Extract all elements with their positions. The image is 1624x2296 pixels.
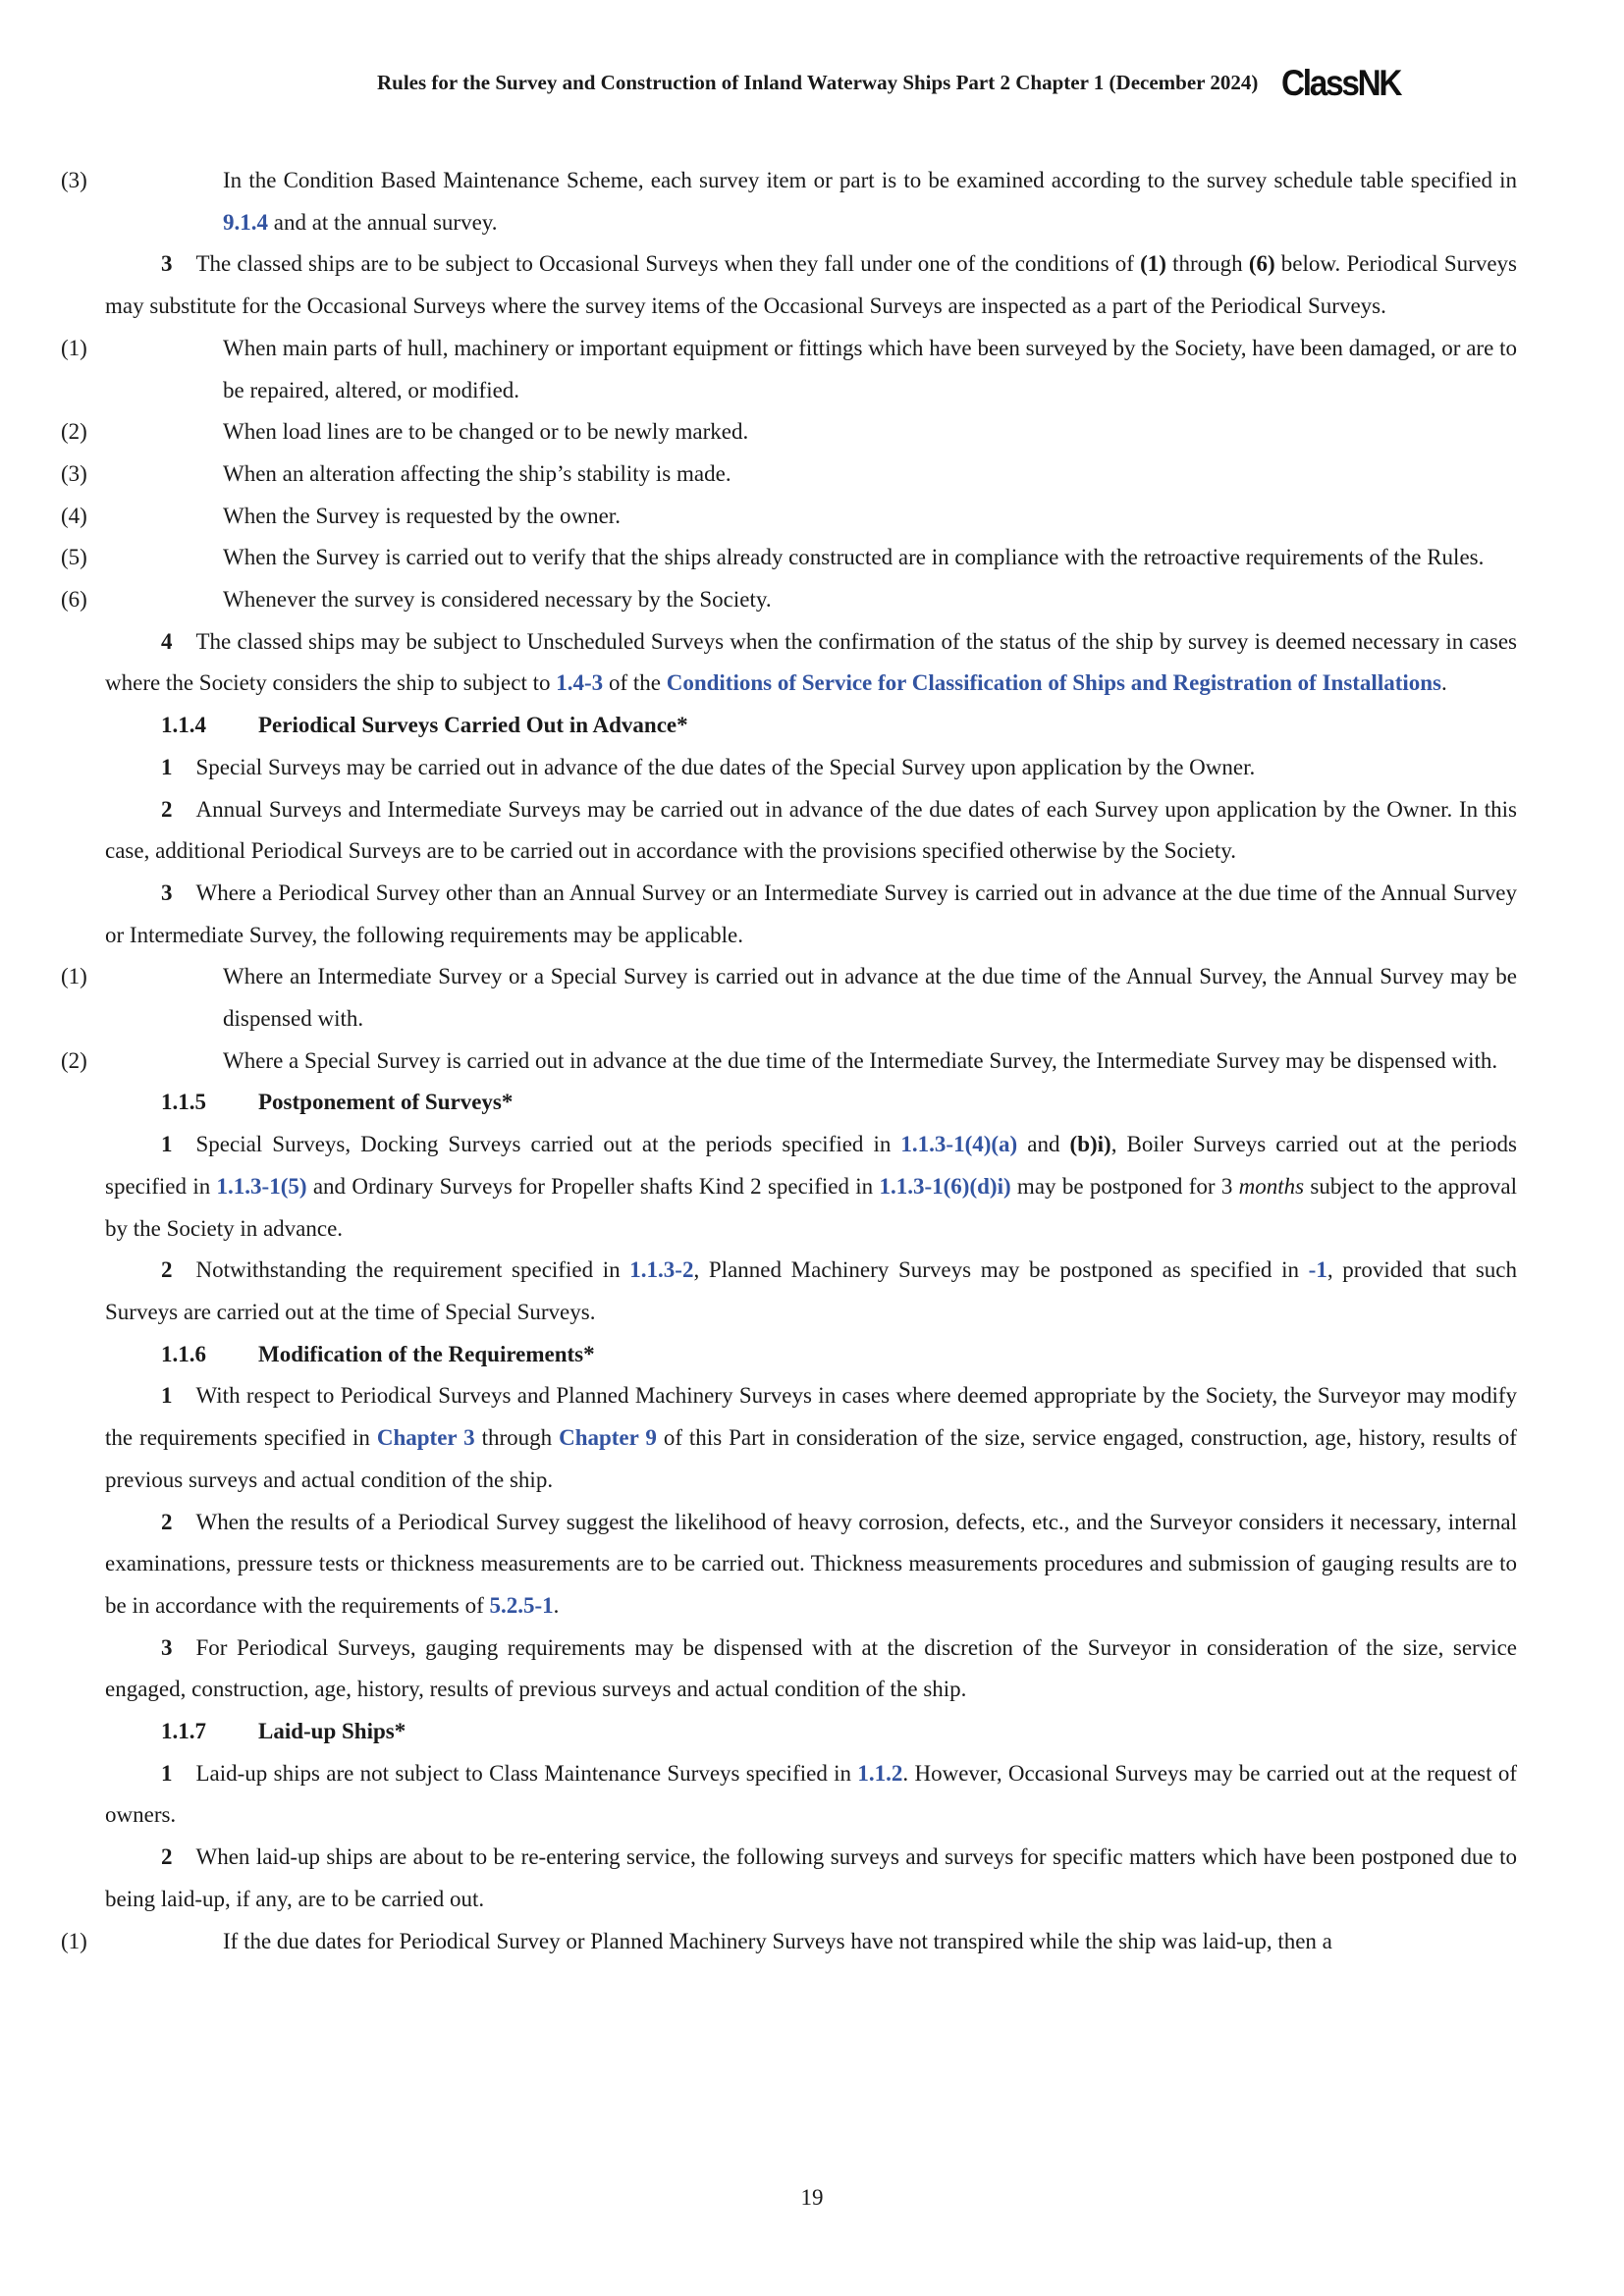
section-heading: [105, 705, 1517, 747]
list-item: (6) Whenever the survey is considered necessary by the Society.: [105, 579, 1517, 621]
paragraph-number: 4: [161, 628, 173, 654]
heading-number: 1.1.5: [161, 1090, 206, 1115]
list-item: (3) When an alteration affecting the ship’s stability is made.: [105, 454, 1517, 496]
list-item: (2) Where a Special Survey is carried out in advance at the due time of the Intermediate Survey, the Intermediate Survey may be dispensed with.: [105, 1041, 1517, 1083]
page-header: [0, 65, 1624, 101]
paragraph: 3 The classed ships are to be subject to Occasional Surveys when they fall under one of the conditions of (1) through (6) below. Periodical Surveys may substitute for the Occasional Surveys where the survey items of the Occasional Surveys are inspected as a part of the Periodical Surveys.: [105, 251, 1517, 319]
document-body: [61, 160, 1518, 1962]
classnk-logo: ClassNK: [1281, 63, 1401, 103]
paragraph-number: 1: [161, 1760, 173, 1786]
bold-text: (6): [1248, 251, 1275, 277]
paragraph: 3 Where a Periodical Survey other than an Annual Survey or an Intermediate Survey is carried out in advance at the due time of the Annual Survey or Intermediate Survey, the following requirements may be applicable.: [105, 880, 1517, 947]
paragraph-number: 1: [161, 1383, 173, 1409]
cross-reference-link[interactable]: 9.1.4: [223, 209, 268, 235]
cross-reference-link[interactable]: 1.1.3-2: [629, 1257, 694, 1283]
heading-title: Laid-up Ships*: [258, 1719, 406, 1744]
paragraph-number: 2: [161, 1844, 173, 1870]
list-item: (4) When the Survey is requested by the owner.: [105, 496, 1517, 538]
cross-reference-link[interactable]: Chapter 3: [376, 1425, 475, 1451]
page-footer: [0, 2185, 1624, 2211]
paragraph-number: 2: [161, 796, 173, 822]
paragraph: 1 Laid-up ships are not subject to Class Maintenance Surveys specified in 1.1.2. However, Occasional Surveys may be carried out at the request of owners.: [105, 1760, 1518, 1828]
list-item: (5) When the Survey is carried out to verify that the ships already constructed are in compliance with the retroactive requirements of the Rules.: [105, 537, 1517, 579]
cross-reference-link[interactable]: Conditions of Service for Classification of Ships and Registration of Installations: [666, 670, 1442, 696]
italic-text: months: [1238, 1173, 1305, 1199]
paragraph: 4 The classed ships may be subject to Unscheduled Surveys when the confirmation of the status of the ship by survey is deemed necessary in cases where the Society considers the ship to subject to 1.4-3 of the Conditions of Service for Classification of Ships and Registration of Installations.: [105, 628, 1517, 696]
bold-text: (1): [1140, 251, 1166, 277]
list-item: (1) When main parts of hull, machinery or important equipment or fittings which have been surveyed by the Society, have been damaged, or are to be repaired, altered, or modified.: [105, 328, 1517, 411]
paragraph: 2 Annual Surveys and Intermediate Surveys may be carried out in advance of the due dates of each Survey upon application by the Owner. In this case, additional Periodical Surveys are to be carried out in accordance with the provisions specified otherwise by the Society.: [105, 796, 1517, 864]
cross-reference-link[interactable]: 1.1.3-1(5): [216, 1173, 307, 1199]
section-heading: [105, 1334, 1517, 1376]
heading-title: Periodical Surveys Carried Out in Advance*: [258, 713, 688, 738]
paragraph: 2 Notwithstanding the requirement specified in 1.1.3-2, Planned Machinery Surveys may be postponed as specified in -1, provided that such Surveys are carried out at the time of Special Surveys.: [105, 1257, 1518, 1324]
paragraph: 3 For Periodical Surveys, gauging requirements may be dispensed with at the discretion of the Surveyor in consideration of the size, service engaged, construction, age, history, results of previous surveys and actual condition of the ship.: [105, 1634, 1517, 1702]
page-number: 19: [800, 2185, 824, 2210]
list-marker: (1): [61, 964, 87, 989]
list-marker: (4): [61, 503, 87, 528]
heading-number: 1.1.7: [161, 1719, 206, 1744]
list-marker: (1): [61, 1928, 87, 1953]
cross-reference-link[interactable]: Chapter 9: [559, 1425, 657, 1451]
list-item: (1) If the due dates for Periodical Survey or Planned Machinery Surveys have not transpired while the ship was laid-up, then a: [105, 1921, 1517, 1963]
paragraph-number: 3: [161, 1634, 173, 1660]
header-title: Rules for the Survey and Construction of Inland Waterway Ships Part 2 Chapter 1 (December 2024): [376, 71, 1259, 94]
paragraph: 2 When laid-up ships are about to be re-entering service, the following surveys and surveys for specific matters which have been postponed due to being laid-up, if any, are to be carried out.: [105, 1844, 1517, 1911]
paragraph-number: 3: [161, 251, 173, 277]
heading-title: Postponement of Surveys*: [258, 1090, 514, 1115]
cross-reference-link[interactable]: 1.1.2: [857, 1760, 903, 1786]
list-item: (3) In the Condition Based Maintenance Scheme, each survey item or part is to be examined according to the survey schedule table specified in 9.1.4 and at the annual survey.: [105, 160, 1517, 243]
list-marker: (6): [61, 587, 87, 613]
paragraph-number: 2: [161, 1509, 173, 1534]
list-marker: (3): [61, 168, 87, 192]
cross-reference-link[interactable]: 1.1.3-1(4)(a): [900, 1132, 1018, 1157]
cross-reference-link[interactable]: 5.2.5-1: [489, 1592, 554, 1618]
paragraph: 1 Special Surveys may be carried out in advance of the due dates of the Special Survey upon application by the Owner.: [161, 754, 1256, 779]
heading-number: 1.1.4: [161, 713, 206, 738]
paragraph-number: 1: [161, 754, 173, 779]
paragraph: 2 When the results of a Periodical Survey suggest the likelihood of heavy corrosion, defects, etc., and the Surveyor considers it necessary, internal examinations, pressure tests or thickness measurements are to be carried out. Thickness measurements procedures and submission of gauging results are to be in accordance with the requirements of 5.2.5-1.: [105, 1509, 1517, 1618]
paragraph: 1 With respect to Periodical Surveys and Planned Machinery Surveys in cases where deemed appropriate by the Society, the Surveyor may modify the requirements specified in Chapter 3 through Chapter 9 of this Part in consideration of the size, service engaged, construction, age, history, results of previous surveys and actual condition of the ship.: [105, 1383, 1517, 1492]
section-heading: [105, 1082, 1517, 1124]
list-item: (2) When load lines are to be changed or to be newly marked.: [105, 411, 1517, 454]
list-marker: (5): [61, 545, 87, 570]
list-item: (1) Where an Intermediate Survey or a Special Survey is carried out in advance at the due time of the Annual Survey, the Annual Survey may be dispensed with.: [105, 956, 1517, 1040]
paragraph-number: 1: [161, 1132, 173, 1157]
list-marker: (2): [61, 419, 87, 445]
paragraph-number: 2: [161, 1257, 173, 1283]
list-marker: (3): [61, 460, 87, 486]
cross-reference-link[interactable]: -1: [1308, 1257, 1327, 1283]
paragraph-number: 3: [161, 880, 173, 905]
cross-reference-link[interactable]: 1.4-3: [556, 670, 604, 696]
section-heading: [105, 1711, 1517, 1753]
paragraph: 1 Special Surveys, Docking Surveys carried out at the periods specified in 1.1.3-1(4)(a) and (b)i), Boiler Surveys carried out at the periods specified in 1.1.3-1(5) and Ordinary Surveys for Propeller shafts Kind 2 specified in 1.1.3-1(6)(d)i) may be postponed for 3 months subject to the approval by the Society in advance.: [105, 1132, 1517, 1241]
list-marker: (2): [61, 1047, 87, 1073]
cross-reference-link[interactable]: 1.1.3-1(6)(d)i): [879, 1173, 1011, 1199]
heading-title: Modification of the Requirements*: [258, 1341, 595, 1366]
heading-number: 1.1.6: [161, 1341, 206, 1366]
bold-text: (b)i): [1069, 1132, 1111, 1157]
list-marker: (1): [61, 335, 87, 360]
